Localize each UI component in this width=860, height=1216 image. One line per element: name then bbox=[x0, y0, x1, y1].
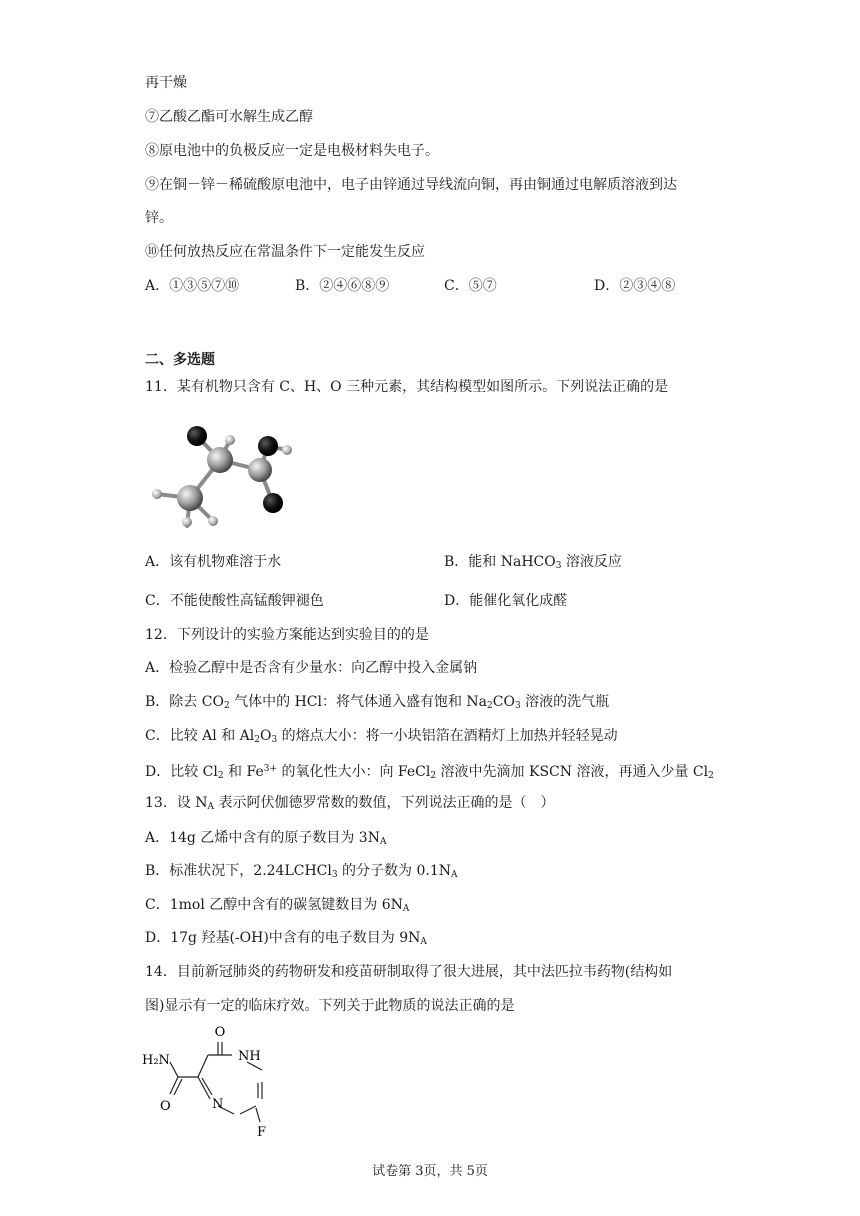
q13-option-b[interactable]: B．标准状况下，2.24LCHCl$_3$ 的分子数为 $0.1N_A$ bbox=[145, 863, 458, 880]
statement-10: ⑩任何放热反应在常温条件下一定能发生反应 bbox=[145, 244, 425, 260]
q11-option-d[interactable]: D．能催化氧化成醛 bbox=[444, 593, 568, 609]
hydrogen-atom bbox=[208, 516, 218, 526]
label-fluorine: F bbox=[257, 1125, 267, 1140]
statement-9-cont: 锌。 bbox=[145, 210, 173, 226]
carbon-atom bbox=[177, 485, 203, 511]
hydrogen-atom bbox=[182, 517, 192, 527]
q12-stem: 12．下列设计的实验方案能达到实验目的的是 bbox=[145, 627, 429, 643]
q10-option-c[interactable]: C．⑤⑦ bbox=[444, 278, 497, 294]
q13-option-a[interactable]: A．14g 乙烯中含有的原子数目为 $3N_A$ bbox=[145, 830, 387, 847]
label-oxygen-top: O bbox=[214, 1025, 226, 1040]
oxygen-atom bbox=[263, 493, 283, 513]
hydrogen-atom bbox=[152, 489, 162, 499]
q10-option-d[interactable]: D．②③④⑧ bbox=[594, 278, 676, 294]
label-oxygen-bottom: O bbox=[160, 1099, 171, 1114]
favipiravir-structure bbox=[140, 1022, 280, 1140]
hydrogen-atom bbox=[225, 435, 235, 445]
q12-option-c[interactable]: C．比较 Al 和 $Al_2O_3$ 的熔点大小：将一小块铝箔在酒精灯上加热并轻轻晃动 bbox=[145, 728, 618, 745]
q13-stem: 13．设 $N_A$ 表示阿伏伽德罗常数的数值，下列说法正确的是（ ） bbox=[145, 795, 555, 812]
carbon-atom bbox=[248, 458, 272, 482]
label-nh: NH bbox=[238, 1049, 261, 1064]
statement-8: ⑧原电池中的负极反应一定是电极材料失电子。 bbox=[145, 143, 439, 159]
q11-option-a[interactable]: A．该有机物难溶于水 bbox=[145, 554, 282, 570]
section-title: 二、多选题 bbox=[145, 352, 215, 368]
statement-7: ⑦乙酸乙酯可水解生成乙醇 bbox=[145, 109, 313, 125]
oxygen-atom bbox=[187, 426, 207, 446]
q11-option-b[interactable]: B．能和 NaHCO$_3$ 溶液反应 bbox=[444, 554, 622, 571]
carbon-atom bbox=[207, 447, 233, 473]
q12-option-d[interactable]: D．比较 $Cl_2$ 和 $Fe^{3+}$ 的氧化性大小：向 FeCl$_2$ 溶液中先滴加 KSCN 溶液，再通入少量 $Cl_2$ bbox=[145, 764, 714, 781]
q10-option-a[interactable]: A．①③⑤⑦⑩ bbox=[145, 278, 240, 294]
q13-option-d[interactable]: D．17g 羟基(-OH)中含有的电子数目为 $9N_A$ bbox=[145, 930, 427, 947]
label-h2n: H₂N bbox=[142, 1053, 170, 1068]
q10-option-b[interactable]: B．②④⑥⑧⑨ bbox=[295, 278, 390, 294]
hydrogen-atom bbox=[282, 445, 292, 455]
q11-stem: 11．某有机物只含有 C、H、O 三种元素，其结构模型如图所示。下列说法正确的是 bbox=[145, 379, 669, 395]
oxygen-atom bbox=[258, 436, 278, 456]
text-line: 再干燥 bbox=[145, 75, 187, 91]
label-nitrogen: N bbox=[212, 1097, 224, 1112]
statement-9: ⑨在铜－锌－稀硫酸原电池中，电子由锌通过导线流向铜，再由铜通过电解质溶液到达 bbox=[145, 177, 677, 193]
page-footer: 试卷第 3页，共 5页 bbox=[372, 1164, 488, 1179]
q12-option-b[interactable]: B．除去 $CO_2$ 气体中的 HCl：将气体通入盛有饱和 $Na_2CO_3$ 溶液的洗气瓶 bbox=[145, 694, 610, 711]
q14-stem-cont: 图)显示有一定的临床疗效。下列关于此物质的说法正确的是 bbox=[145, 998, 515, 1014]
q14-stem: 14．目前新冠肺炎的药物研发和疫苗研制取得了很大进展，其中法匹拉韦药物(结构如 bbox=[145, 964, 673, 980]
q13-option-c[interactable]: C．1mol 乙醇中含有的碳氢键数目为 $6N_A$ bbox=[145, 897, 410, 914]
q11-option-c[interactable]: C．不能使酸性高锰酸钾褪色 bbox=[145, 593, 324, 609]
q12-option-a[interactable]: A．检验乙醇中是否含有少量水：向乙醇中投入金属钠 bbox=[145, 660, 478, 676]
molecule-ball-model bbox=[145, 418, 310, 528]
